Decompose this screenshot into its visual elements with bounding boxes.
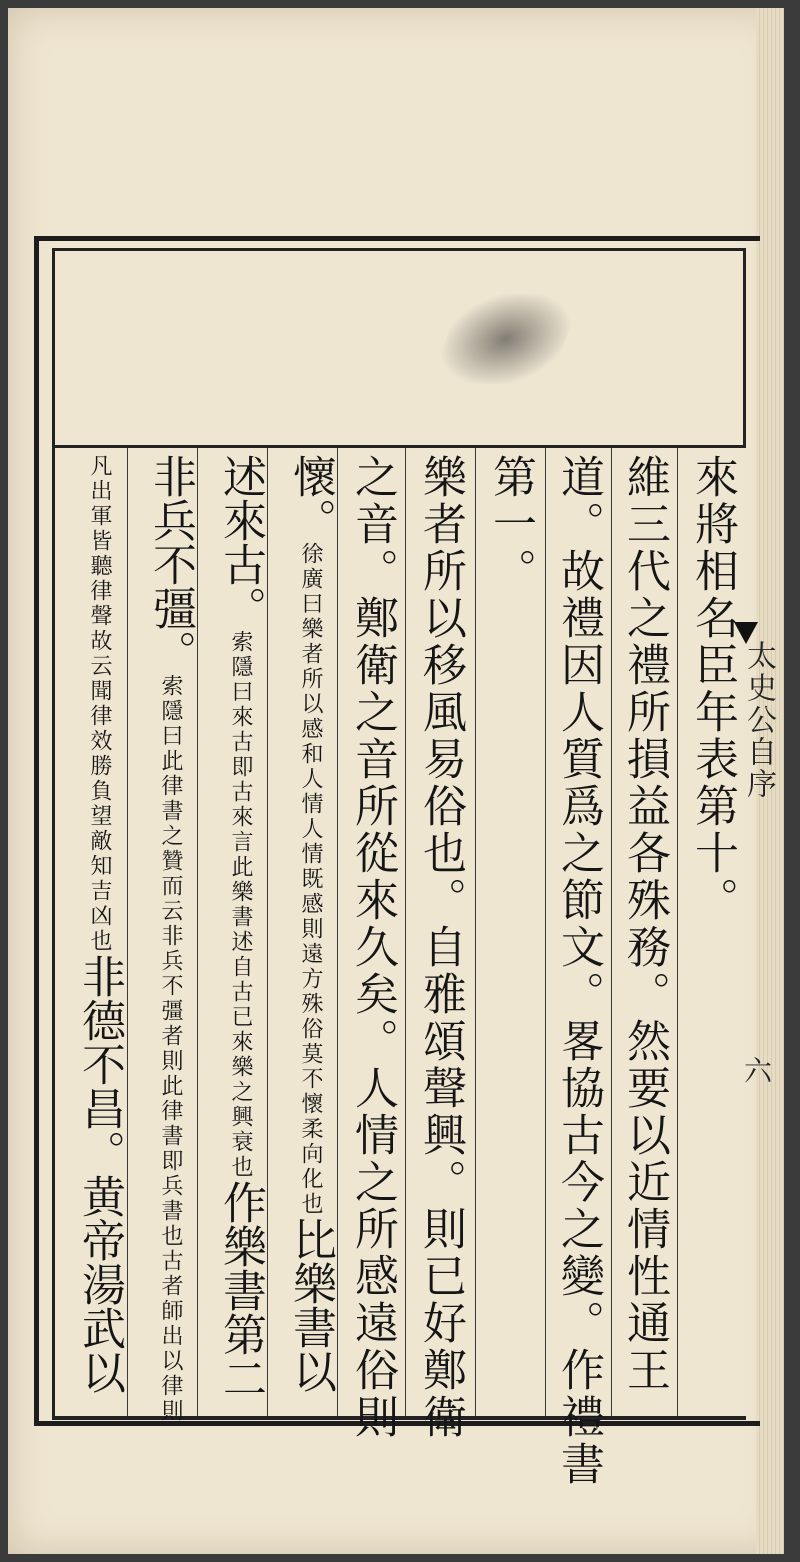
main-text: 作樂書第二: [215, 1180, 266, 1400]
column-text: 來將相名臣年表第十。: [687, 454, 738, 924]
column-text: 維三代之禮所損益各殊務。然要以近情性通王: [619, 454, 670, 1394]
column-text: [278, 454, 342, 1393]
text-column-8: [197, 448, 267, 1416]
text-column-9: [127, 448, 197, 1424]
column-text: [138, 454, 202, 1424]
commentary-text: 凡出軍皆聽律聲故云聞律效勝負望敵知吉凶也: [87, 454, 112, 954]
commentary-text: 徐廣曰樂者所以感和人情人情既感則遠方殊俗莫不懷柔向化也: [298, 542, 323, 1217]
text-column-2: [611, 448, 677, 1416]
text-column-5: [405, 448, 475, 1441]
commentary-text: 索隱曰此律書之贊而云非兵不彊者則此律書即兵書也古者師出以律則: [158, 674, 183, 1424]
text-column-3: [545, 448, 611, 1488]
text-column-10: [55, 448, 127, 1416]
margin-page-number: 六: [740, 1056, 773, 1084]
commentary-text: 索隱曰來古即古來言此樂書述自古已來樂之興衰也: [228, 630, 253, 1180]
column-text: 道。故禮因人質爲之節文。畧協古今之變。作禮書: [553, 454, 604, 1488]
column-text: [67, 454, 131, 1394]
text-column-1: [677, 448, 749, 1416]
main-text: 非德不昌。黄帝湯武以: [74, 954, 125, 1394]
text-column-6: [337, 448, 405, 1441]
main-text: 比樂書以: [285, 1217, 336, 1393]
column-text: 第一。: [485, 454, 536, 595]
text-block: [52, 448, 746, 1488]
column-text: 之音。鄭衛之音所從來久矣。人情之所感遠俗則: [347, 454, 398, 1441]
main-text: 懷。: [285, 454, 336, 542]
text-column-4: [475, 448, 545, 1416]
text-column-7: [267, 448, 337, 1416]
column-text: [208, 454, 272, 1400]
main-text: 非兵不彊。: [145, 454, 196, 674]
column-text: 樂者所以移風易俗也。自雅頌聲興。則已好鄭衛: [415, 454, 466, 1441]
main-text: 述來古。: [215, 454, 266, 630]
margin-title: 太史公自序: [741, 640, 776, 800]
upper-margin-box: [52, 248, 746, 448]
